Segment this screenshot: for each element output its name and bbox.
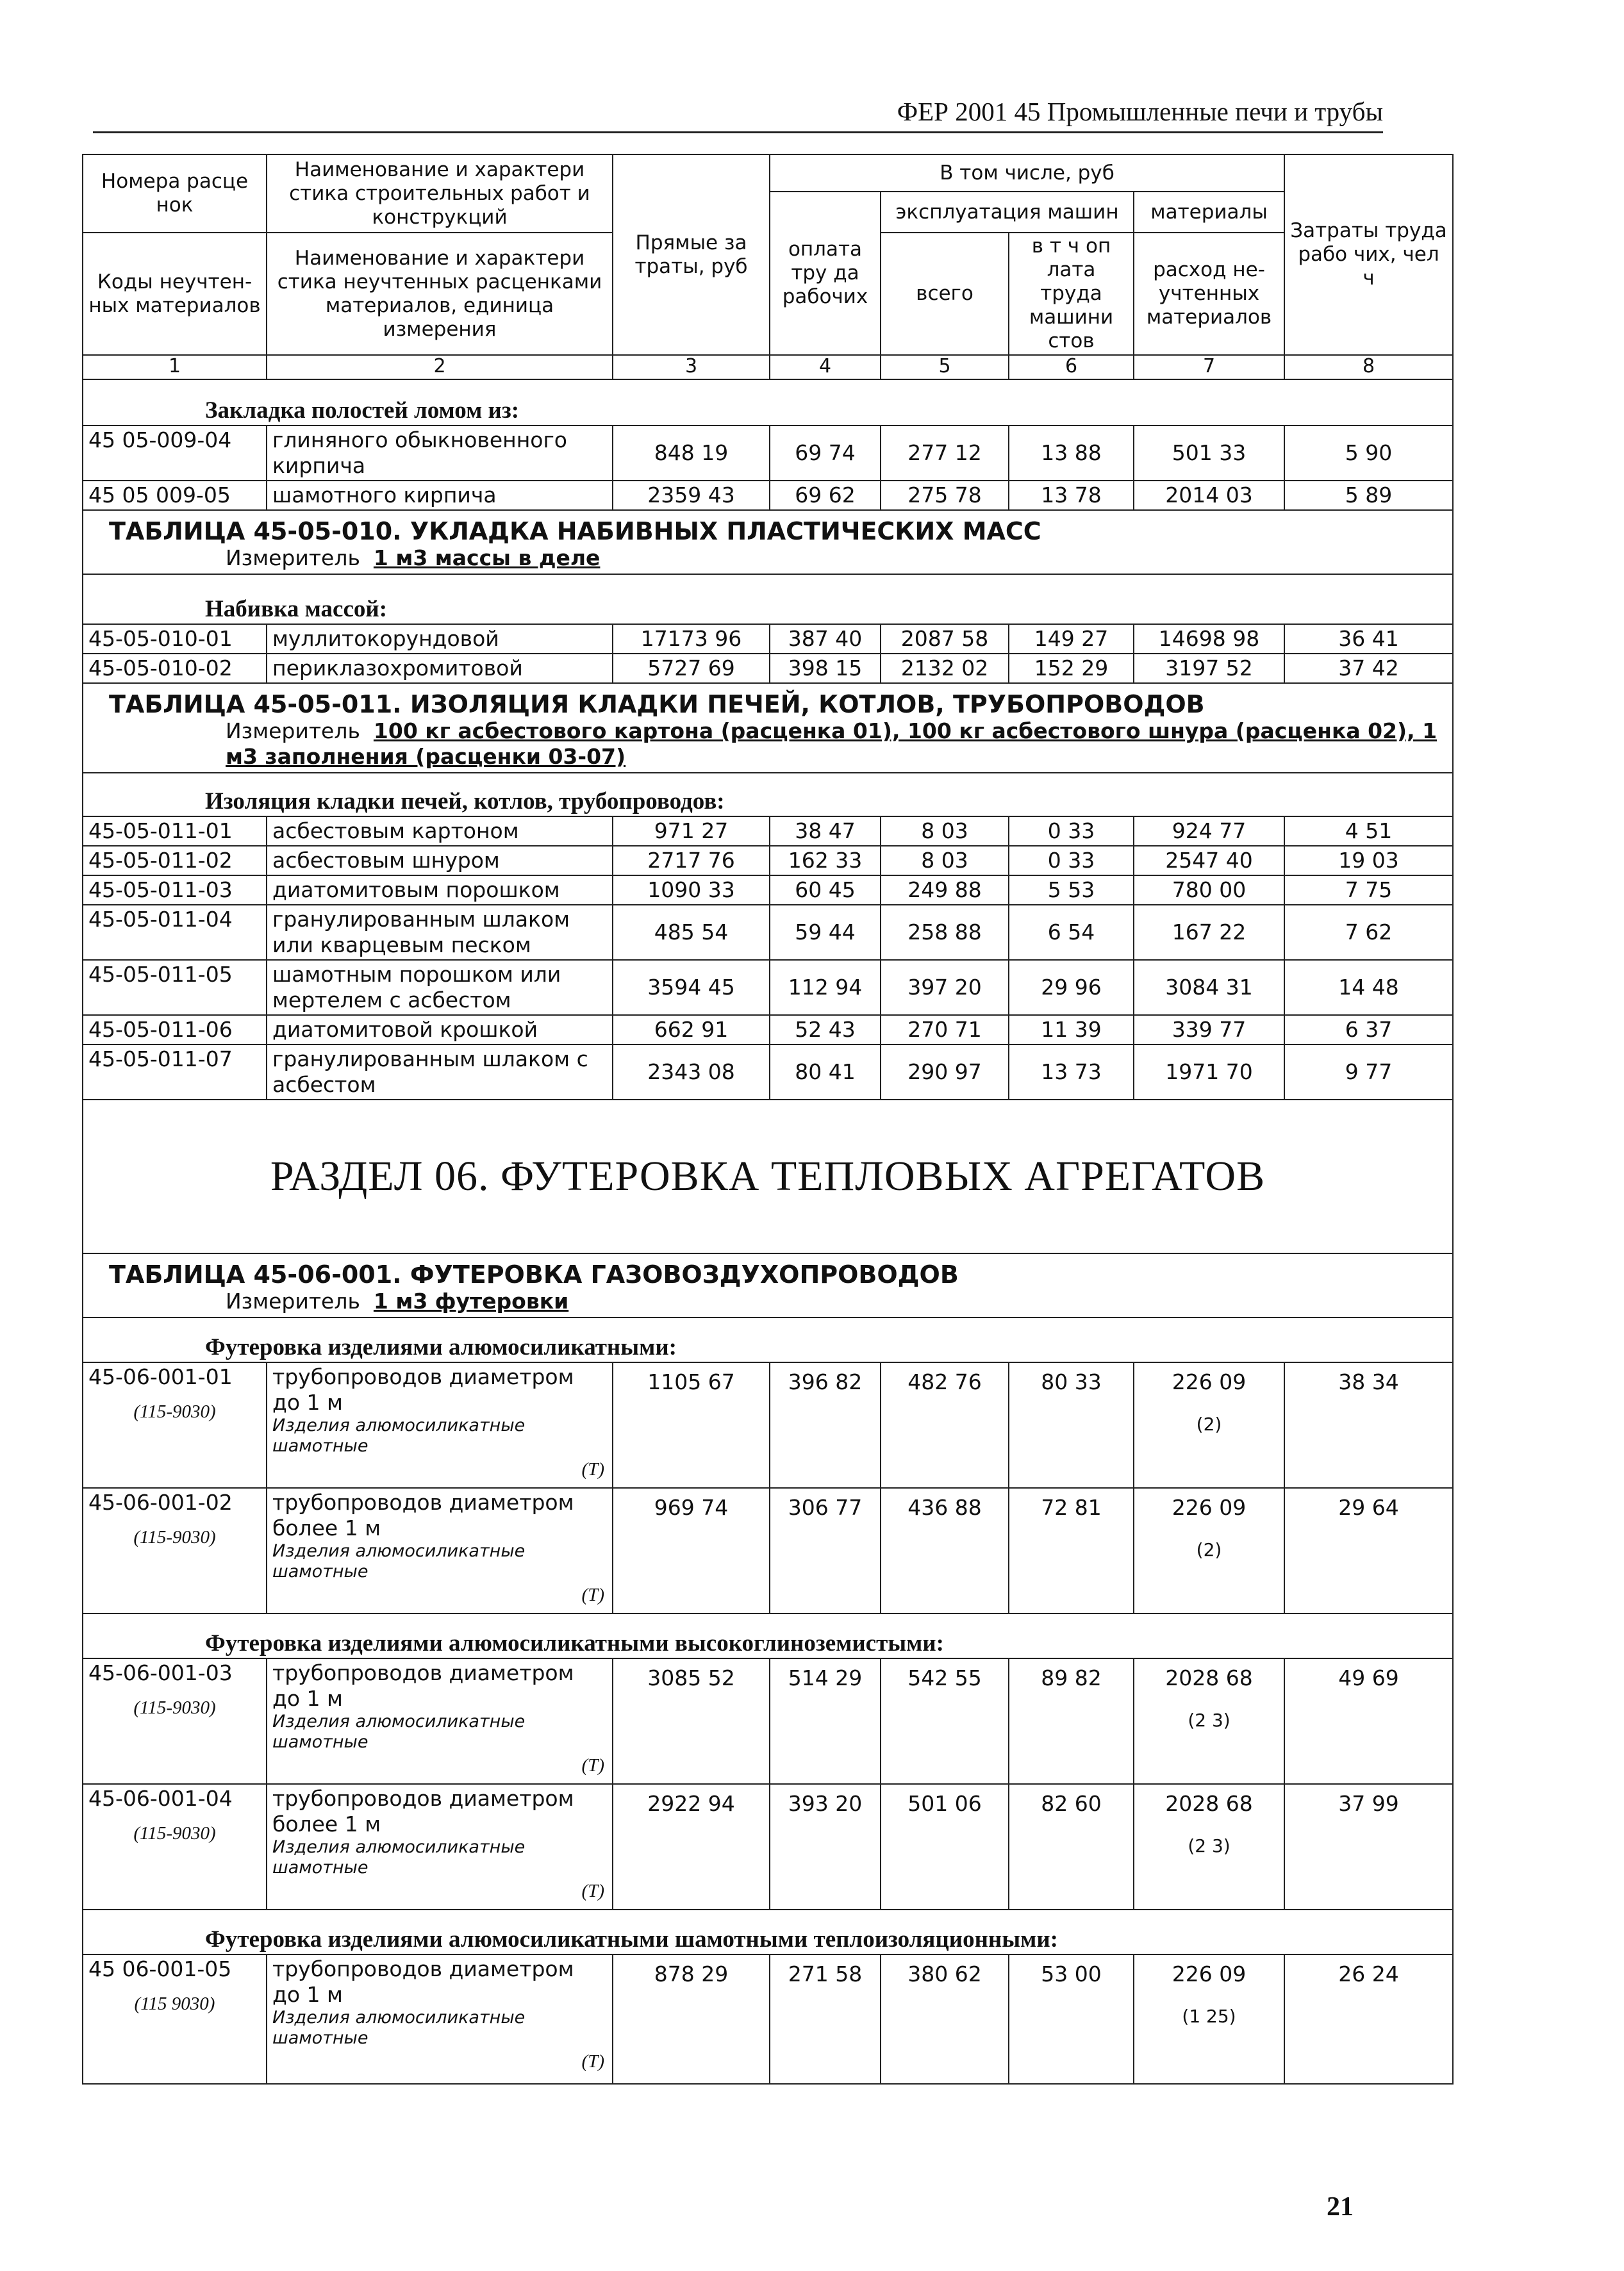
rate-code: 45-06-001-02 [88,1490,233,1515]
measure-label: Измеритель [226,1289,360,1314]
value-cell [1009,1954,1134,2084]
work-name: гранулированным шлаком или кварцевым песком [267,905,613,960]
value-cell: 662 91 [613,1015,770,1045]
col8-header: Затраты труда рабо чих, чел ч [1284,154,1453,355]
table-measure [83,718,1453,773]
value-cell: 5 90 [1284,425,1453,481]
value-cell: 1971 70 [1134,1045,1284,1100]
resource-row [83,1658,1453,1784]
rate-code: 45 05 009-05 [83,481,267,510]
value: 2028 68 [1165,1665,1253,1690]
value: 80 33 [1041,1369,1102,1394]
rate-code-cell [83,1658,267,1784]
value: 1105 67 [647,1369,735,1394]
value: 82 60 [1041,1791,1102,1816]
table-title-row [83,683,1453,718]
group-heading: Закладка полостей ломом из: [83,379,1453,425]
resource-unit: (Т) [581,1585,604,1605]
value-cell: 780 00 [1134,875,1284,905]
value: 26 24 [1338,1961,1399,1986]
resource-unit: (Т) [581,1755,604,1776]
value-cell: 69 62 [770,481,881,510]
price-table [82,154,1454,2085]
value-cell [1284,1784,1453,1910]
value: 53 00 [1041,1961,1102,1986]
col6-header: в т ч оп лата труда машини стов [1009,233,1134,355]
value-cell: 37 42 [1284,654,1453,683]
value: 29 64 [1338,1495,1399,1520]
value-cell [613,1488,770,1614]
value-cell [1134,1954,1284,2084]
col2-header-top: Наименование и характери стика строительных работ и конструкций [267,154,613,233]
resource-row [83,1488,1453,1614]
work-name-cell [267,1784,613,1910]
value: 2028 68 [1165,1791,1253,1816]
resource-code: (115-9030) [133,1823,216,1844]
value-cell: 0 33 [1009,846,1134,875]
value-cell: 52 43 [770,1015,881,1045]
group-heading-row [83,574,1453,624]
table-row [83,654,1453,683]
value-cell: 38 47 [770,816,881,846]
work-name: гранулированным шлаком с асбестом [267,1045,613,1100]
group-heading: Футеровка изделиями алюмосиликатными высокоглиноземистыми: [83,1614,1453,1658]
work-name: асбестовым шнуром [267,846,613,875]
work-name: трубопроводов диаметром более 1 м [272,1490,574,1540]
rate-code: 45-06-001-04 [88,1786,233,1811]
table-measure-row [83,718,1453,773]
value-cell: 4 51 [1284,816,1453,846]
value-cell: 112 94 [770,960,881,1015]
table-row [83,960,1453,1015]
value: 226 09 [1172,1495,1247,1520]
value-cell [881,1362,1009,1488]
table-title: ТАБЛИЦА 45-06-001. ФУТЕРОВКА ГАЗОВОЗДУХОПРОВОДОВ [83,1253,1453,1289]
machines-header: эксплуатация машин [881,192,1134,233]
value-cell: 398 15 [770,654,881,683]
included-header: В том числе, руб [770,154,1284,192]
value-cell: 249 88 [881,875,1009,905]
value-cell: 258 88 [881,905,1009,960]
value-cell: 9 77 [1284,1045,1453,1100]
measure-label: Измеритель [226,718,360,743]
value-cell: 11 39 [1009,1015,1134,1045]
value: 878 29 [654,1961,729,1986]
value-cell: 29 96 [1009,960,1134,1015]
value-cell [1134,1658,1284,1784]
work-name: асбестовым картоном [267,816,613,846]
table-row [83,875,1453,905]
rate-code: 45-05-011-01 [83,816,267,846]
resource-name: Изделия алюмосиликатные шамотные [272,1712,526,1752]
group-heading-row [83,379,1453,425]
resource-name: Изделия алюмосиликатные шамотные [272,1541,526,1581]
table-row [83,624,1453,654]
value-cell [1284,1954,1453,2084]
value-cell: 2343 08 [613,1045,770,1100]
value-cell: 5727 69 [613,654,770,683]
resource-unit: (Т) [581,1881,604,1901]
value: 393 20 [788,1791,863,1816]
work-name: шамотным порошком или мертелем с асбестом [267,960,613,1015]
table-title: ТАБЛИЦА 45-05-010. УКЛАДКА НАБИВНЫХ ПЛАСТИЧЕСКИХ МАСС [83,510,1453,545]
resource-code: (115-9030) [133,1697,216,1718]
rate-code: 45-05-011-02 [83,846,267,875]
column-number: 1 [83,355,267,379]
resource-name: Изделия алюмосиликатные шамотные [272,2008,526,2048]
rate-code: 45-05-011-06 [83,1015,267,1045]
resource-code: (115-9030) [133,1527,216,1548]
value: 969 74 [654,1495,729,1520]
value-cell: 167 22 [1134,905,1284,960]
col2-header-bottom: Наименование и характери стика неучтенных расценками материалов, единица измерения [267,233,613,355]
rate-code: 45 06-001-05 [88,1956,232,1981]
value-cell: 339 77 [1134,1015,1284,1045]
value-cell: 60 45 [770,875,881,905]
value-cell [770,1954,881,2084]
resource-quantity: (2 3) [1188,1835,1230,1856]
value: 49 69 [1338,1665,1399,1690]
running-header: ФЕР 2001 45 Промышленные печи и трубы [897,97,1383,126]
column-number: 4 [770,355,881,379]
value-cell [613,1784,770,1910]
work-name-cell [267,1362,613,1488]
value-cell: 3197 52 [1134,654,1284,683]
table-row [83,846,1453,875]
table-row [83,1045,1453,1100]
work-name: диатомитовой крошкой [267,1015,613,1045]
rate-code: 45-06-001-03 [88,1660,233,1685]
value-cell [613,1658,770,1784]
value-cell: 6 54 [1009,905,1134,960]
value: 514 29 [788,1665,863,1690]
group-heading: Изоляция кладки печей, котлов, трубопроводов: [83,773,1453,816]
value-cell: 162 33 [770,846,881,875]
rate-code: 45-05-010-01 [83,624,267,654]
value: 89 82 [1041,1665,1102,1690]
table-row [83,905,1453,960]
work-name-cell [267,1658,613,1784]
measure-value: 1 м3 массы в деле [373,545,601,570]
value: 380 62 [907,1961,982,1986]
value-cell: 387 40 [770,624,881,654]
value-cell: 3084 31 [1134,960,1284,1015]
value-cell: 290 97 [881,1045,1009,1100]
resource-quantity: (2) [1196,1414,1222,1435]
work-name: трубопроводов диаметром до 1 м [272,1660,574,1711]
table-measure [83,1289,1453,1317]
work-name: трубопроводов диаметром до 1 м [272,1956,574,2007]
work-name: трубопроводов диаметром более 1 м [272,1786,574,1837]
value-cell: 19 03 [1284,846,1453,875]
resource-code: (115 9030) [134,1994,215,2014]
work-name: шамотного кирпича [267,481,613,510]
value-cell [1284,1362,1453,1488]
table-row [83,481,1453,510]
value-cell [1009,1362,1134,1488]
table-row [83,1015,1453,1045]
column-number: 2 [267,355,613,379]
table-measure [83,545,1453,574]
value-cell: 971 27 [613,816,770,846]
value-cell: 152 29 [1009,654,1134,683]
resource-row [83,1954,1453,2084]
rate-code: 45-05-011-04 [83,905,267,960]
table-row [83,425,1453,481]
value-cell: 13 88 [1009,425,1134,481]
value-cell [881,1954,1009,2084]
value-cell [1284,1488,1453,1614]
resource-unit: (Т) [581,2051,604,2072]
work-name: муллитокорундовой [267,624,613,654]
table-measure-row [83,545,1453,574]
value-cell: 8 03 [881,816,1009,846]
value-cell [613,1954,770,2084]
table-title-row [83,510,1453,545]
resource-unit: (Т) [581,1459,604,1480]
col1-header-bottom: Коды неучтен-ных материалов [83,233,267,355]
column-number: 5 [881,355,1009,379]
value-cell [1134,1362,1284,1488]
value-cell [770,1658,881,1784]
rate-code-cell [83,1954,267,2084]
measure-value: 100 кг асбестового картона (расценка 01), 100 кг асбестового шнура (расценка 02), 1 м3 заполнения (расценки 03-07) [226,718,1438,769]
section-title: РАЗДЕЛ 06. ФУТЕРОВКА ТЕПЛОВЫХ АГРЕГАТОВ [83,1100,1453,1253]
value-cell: 13 73 [1009,1045,1134,1100]
value-cell: 8 03 [881,846,1009,875]
value-cell [613,1362,770,1488]
value: 37 99 [1338,1791,1399,1816]
value-cell: 2717 76 [613,846,770,875]
group-heading-row [83,1614,1453,1658]
value-cell: 14 48 [1284,960,1453,1015]
value-cell: 397 20 [881,960,1009,1015]
column-number: 6 [1009,355,1134,379]
measure-label: Измеритель [226,545,360,570]
column-number: 7 [1134,355,1284,379]
table-row [83,816,1453,846]
value: 226 09 [1172,1369,1247,1394]
value-cell: 2087 58 [881,624,1009,654]
value-cell [1009,1488,1134,1614]
value-cell: 17173 96 [613,624,770,654]
group-heading: Набивка массой: [83,574,1453,624]
work-name: диатомитовым порошком [267,875,613,905]
resource-quantity: (2) [1196,1539,1222,1560]
group-heading-row [83,1317,1453,1362]
value: 482 76 [907,1369,982,1394]
value-cell: 485 54 [613,905,770,960]
value-cell: 5 89 [1284,481,1453,510]
value-cell: 59 44 [770,905,881,960]
resource-quantity: (2 3) [1188,1710,1230,1731]
column-number: 8 [1284,355,1453,379]
value-cell: 3594 45 [613,960,770,1015]
value: 306 77 [788,1495,863,1520]
value: 436 88 [907,1495,982,1520]
value: 271 58 [788,1961,863,1986]
work-name-cell [267,1954,613,2084]
value: 542 55 [907,1665,982,1690]
value-cell [1134,1488,1284,1614]
work-name: глиняного обыкновенного кирпича [267,425,613,481]
value-cell [770,1488,881,1614]
value-cell [1009,1784,1134,1910]
group-heading-row [83,1910,1453,1954]
value-cell: 2547 40 [1134,846,1284,875]
measure-value: 1 м3 футеровки [373,1289,569,1314]
col4-header: оплата тру да рабочих [770,192,881,355]
work-name-cell [267,1488,613,1614]
value-cell [881,1784,1009,1910]
rate-code: 45 05-009-04 [83,425,267,481]
value-cell: 924 77 [1134,816,1284,846]
rate-code: 45-06-001-01 [88,1364,233,1389]
resource-name: Изделия алюмосиликатные шамотные [272,1416,526,1456]
value-cell: 7 62 [1284,905,1453,960]
table-measure-row [83,1289,1453,1317]
value-cell: 277 12 [881,425,1009,481]
value-cell: 80 41 [770,1045,881,1100]
col7-header: расход не-учтенных материалов [1134,233,1284,355]
rate-code: 45-05-011-07 [83,1045,267,1100]
value: 38 34 [1338,1369,1399,1394]
header-row-1 [83,154,1453,192]
value-cell: 6 37 [1284,1015,1453,1045]
value: 72 81 [1041,1495,1102,1520]
value-cell: 5 53 [1009,875,1134,905]
col3-header: Прямые за траты, руб [613,154,770,355]
value-cell [881,1658,1009,1784]
value-cell [881,1488,1009,1614]
group-heading-row [83,773,1453,816]
value-cell: 149 27 [1009,624,1134,654]
value-cell [1134,1784,1284,1910]
col5-header: всего [881,233,1009,355]
resource-name: Изделия алюмосиликатные шамотные [272,1837,526,1878]
value: 226 09 [1172,1961,1247,1986]
value: 501 06 [907,1791,982,1816]
value-cell [770,1784,881,1910]
value: 2922 94 [647,1791,735,1816]
group-heading: Футеровка изделиями алюмосиликатными: [83,1317,1453,1362]
value-cell: 13 78 [1009,481,1134,510]
value-cell: 7 75 [1284,875,1453,905]
resource-row [83,1784,1453,1910]
value-cell: 69 74 [770,425,881,481]
resource-quantity: (1 25) [1182,2006,1236,2027]
rate-code: 45-05-011-05 [83,960,267,1015]
rate-code-cell [83,1784,267,1910]
value-cell: 2359 43 [613,481,770,510]
value-cell: 275 78 [881,481,1009,510]
value-cell: 270 71 [881,1015,1009,1045]
value-cell: 0 33 [1009,816,1134,846]
value-cell: 2132 02 [881,654,1009,683]
value-cell: 36 41 [1284,624,1453,654]
table-title: ТАБЛИЦА 45-05-011. ИЗОЛЯЦИЯ КЛАДКИ ПЕЧЕЙ, КОТЛОВ, ТРУБОПРОВОДОВ [83,683,1453,718]
group-heading: Футеровка изделиями алюмосиликатными шамотными теплоизоляционными: [83,1910,1453,1954]
work-name: периклазохромитовой [267,654,613,683]
rate-code: 45-05-010-02 [83,654,267,683]
value-cell [1284,1658,1453,1784]
value-cell [1009,1658,1134,1784]
resource-row [83,1362,1453,1488]
table-title-row [83,1253,1453,1289]
value-cell [770,1362,881,1488]
resource-code: (115-9030) [133,1401,216,1422]
rate-code-cell [83,1362,267,1488]
header-rule [93,131,1383,133]
value-cell: 501 33 [1134,425,1284,481]
rate-code-cell [83,1488,267,1614]
value: 396 82 [788,1369,863,1394]
value-cell: 848 19 [613,425,770,481]
rate-code: 45-05-011-03 [83,875,267,905]
section-row [83,1100,1453,1253]
materials-header: материалы [1134,192,1284,233]
value: 3085 52 [647,1665,735,1690]
column-number: 3 [613,355,770,379]
column-numbers-row [83,355,1453,379]
col1-header-top: Номера расце нок [83,154,267,233]
value-cell: 2014 03 [1134,481,1284,510]
page-number: 21 [1327,2192,1354,2222]
work-name: трубопроводов диаметром до 1 м [272,1364,574,1415]
value-cell: 1090 33 [613,875,770,905]
value-cell: 14698 98 [1134,624,1284,654]
